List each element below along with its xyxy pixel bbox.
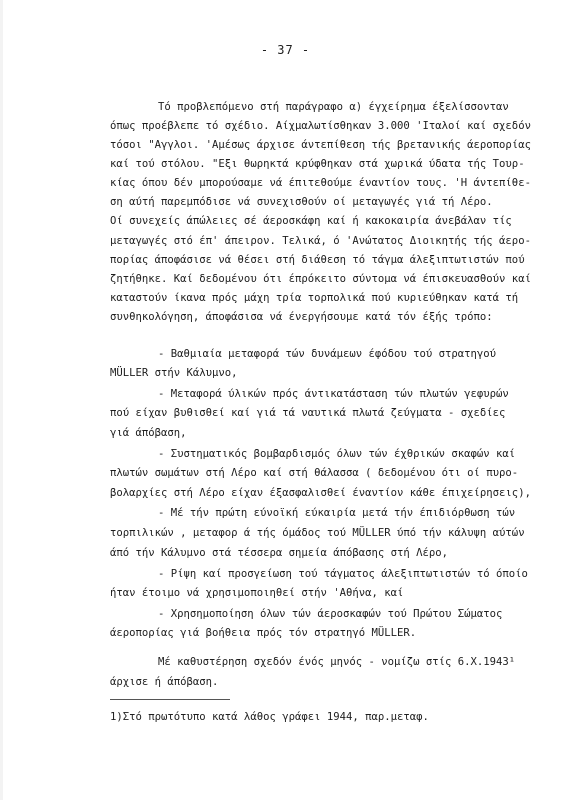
body-line-23: άπό τήν Κάλυμνο στά τέσσερα σημεία άπόβασης στή Λέρο, (110, 547, 449, 559)
body-line-18: - Συστηματικός βομβαρδισμός όλων τών έχθρικών σκαφών καί (158, 448, 516, 460)
body-line-26: - Χρησημοποίηση όλων τών άεροσκαφών τού Πρώτου Σώματος (158, 608, 503, 620)
body-line-2: όπως προέβλεπε τό σχέδιο. Αίχμαλωτίσθηκαν 3.000 'Ιταλοί καί σχεδόν (110, 120, 531, 132)
page-number: - 37 - (260, 43, 311, 57)
body-line-7: Οί συνεχείς άπώλειες σέ άεροσκάφη καί ή κακοκαιρία άνεβάλαν τίς (110, 215, 512, 227)
body-line-28: Μέ καθυστέρηση σχεδόν ένός μηνός - νομίζω στίς 6.Χ.1943¹ (158, 656, 516, 668)
body-line-15: - Μεταφορά ύλικών πρός άντικατάσταση τών πλωτών γεφυρών (158, 388, 509, 400)
scan-edge (0, 0, 3, 800)
body-line-22: τορπιλικών , μεταφορ ά τής όμάδος τού MÜLLER ύπό τήν κάλυψη αύτών (110, 527, 525, 539)
body-line-21: - Μέ τήν πρώτη εύνοϊκή εύκαιρία μετά τήν έπιδιόρθωση τών (158, 507, 516, 519)
body-line-8: μεταγωγές στό έπ' άπειρον. Τελικά, ό 'Ανώτατος Διοικητής τής άερο- (110, 235, 531, 247)
body-line-16: πού είχαν βυθισθεί καί γιά τά ναυτικά πλωτά ζεύγματα - σχεδίες (110, 407, 506, 419)
body-line-9: πορίας άποφάσισε νά θέσει στή διάθεση τό τάγμα άλεξιπτωτιστών πού (110, 254, 525, 266)
body-line-4: καί τού στόλου. "Εξι θωρηκτά κρύφθηκαν στά χωρικά ύδατα τής Τουρ- (110, 158, 525, 170)
body-line-13: - Βαθμιαία μεταφορά τών δυνάμεων έφόδου τού στρατηγού (158, 348, 497, 360)
body-line-25: ήταν έτοιμο νά χρησιμοποιηθεί στήν 'Αθήνα, καί (110, 587, 404, 599)
body-line-3: τόσοι "Αγγλοι. 'Αμέσως άρχισε άντεπίθεση τής βρετανικής άεροπορίας (110, 139, 531, 151)
body-line-19: πλωτών σωμάτων στή Λέρο καί στή θάλασσα ( δεδομένου ότι οί πυρο- (110, 467, 519, 479)
body-line-1: Τό προβλεπόμενο στή παράγραφο α) έγχείρημα έξελίσσονταν (158, 101, 509, 113)
body-line-10: ζητήθηκε. Καί δεδομένου ότι έπρόκειτο σύντομα νά έπισκευασθούν καί (110, 273, 531, 285)
body-line-11: καταστούν ίκανα πρός μάχη τρία τορπολικά πού κυριεύθηκαν κατά τή (110, 292, 519, 304)
body-line-6: ση αύτή παρεμπόδισε νά συνεχισθούν οί μεταγωγές γιά τή Λέρο. (110, 196, 493, 208)
footnote: 1)Στό πρωτότυπο κατά λάθος γράφει 1944, παρ.μεταφ. (110, 711, 429, 723)
body-line-12: συνθηκολόγηση, άποφάσισα νά ένεργήσουμε κατά τόν έξής τρόπο: (110, 311, 493, 323)
body-line-27: άεροπορίας γιά βοήθεια πρός τόν στρατηγό MÜLLER. (110, 627, 417, 639)
body-line-14: MÜLLER στήν Κάλυμνο, (110, 367, 238, 379)
body-line-17: γιά άπόβαση, (110, 427, 187, 439)
body-line-29: άρχισε ή άπόβαση. (110, 676, 219, 688)
body-line-20: βολαρχίες στή Λέρο είχαν έξασφαλισθεί έναντίον κάθε έπιχείρησεις), (110, 487, 531, 499)
body-line-24: - Ρίψη καί προσγείωση τού τάγματος άλεξιπτωτιστών τό όποίο (158, 568, 528, 580)
body-line-5: κίας όπου δέν μπορούσαμε νά έπιτεθούμε έναντίον τους. 'Η άντεπίθε- (110, 177, 531, 189)
footnote-separator (110, 699, 230, 700)
